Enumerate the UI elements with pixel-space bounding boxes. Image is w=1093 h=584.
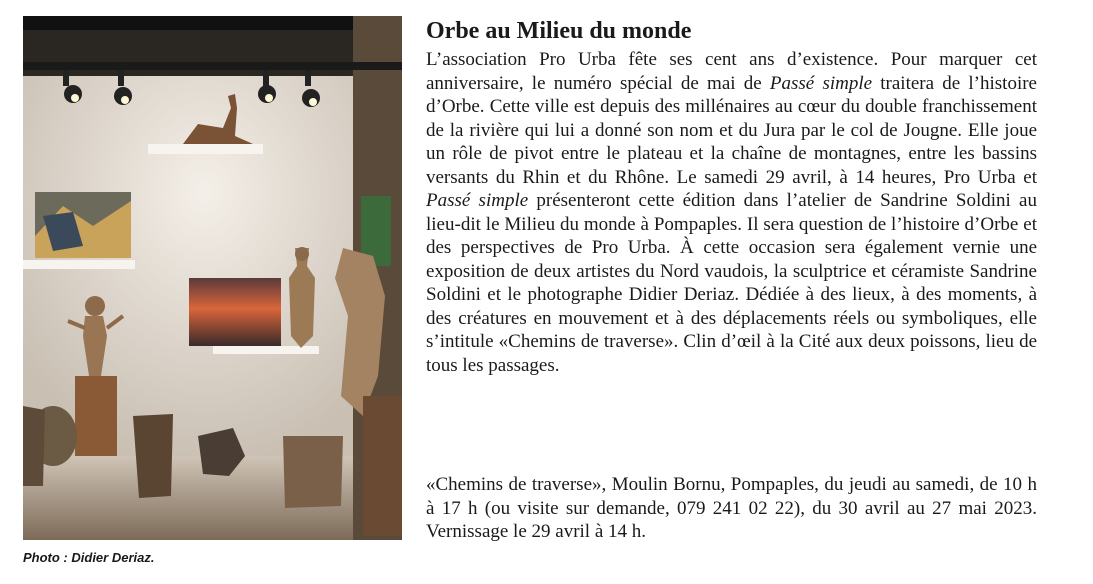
article (426, 16, 1037, 377)
gallery-photo-illustration (23, 16, 402, 540)
publication-name: Passé simple (769, 72, 873, 94)
body-text-part: L’association Pro Urba fête ses cent ans d’existence. Pour marquer cet anniversaire, le numéro spécial de mai de (426, 49, 1037, 94)
article-body (426, 48, 1037, 377)
photo-caption: Photo : Didier Deriaz. (23, 550, 155, 565)
body-text-part: traitera de l’histoire d’Orbe. Cette ville est depuis des millénaires au cœur du double franchissement de la rivière qui lui a donné son nom et du Jura par le col de Jougne. Elle joue un rôle de pivot entre le plateau et la chaîne de montagnes, entre les bassins versants du Rhin et du Rhône. Le samedi 29 avril, à 14 heures, Pro Urba et (426, 72, 1037, 188)
publication-name: Passé simple (426, 190, 529, 211)
exhibition-photo (23, 16, 402, 540)
body-text-part: présenteront cette édition dans l’atelier de Sandrine Soldini au lieu-dit le Milieu du monde à Pompaples. Il sera question de l’histoire d’Orbe et des perspectives de Pro Urba. À cette occasion sera également vernie une exposition de deux artistes du Nord vaudois, la sculptrice et céramiste Sandrine Soldini et le photographe Didier Deriaz. Dédiée à des lieux, à des moments, à des créatures en mouvement et à des déplacements réels ou symboliques, elle s’intitule «Chemins de traverse». Clin d’œil à la Cité aux deux poissons, lieu de tous les passages. (426, 190, 1037, 376)
event-info: «Chemins de traverse», Moulin Bornu, Pompaples, du jeudi au samedi, de 10 h à 17 h (ou visite sur demande, 079 241 02 22), du 30 avril au 27 mai 2023. Vernissage le 29 avril à 14 h. (426, 474, 1037, 542)
article-title: Orbe au Milieu du monde (426, 18, 692, 44)
